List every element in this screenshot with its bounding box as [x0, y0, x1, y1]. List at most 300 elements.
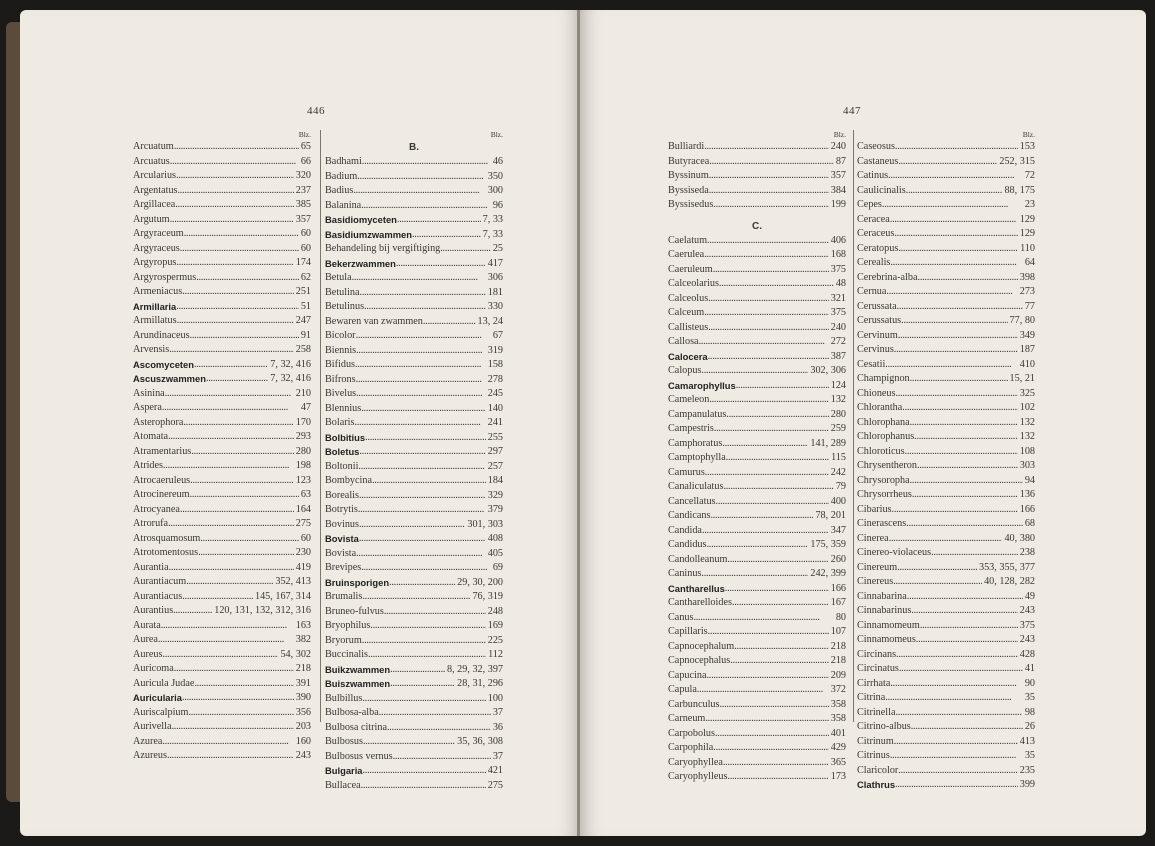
index-entry	[325, 242, 503, 257]
entry-term: Citrino-albus	[857, 721, 911, 732]
entry-term: Aurata	[133, 619, 161, 631]
dot-leader	[705, 466, 829, 481]
entry-page: 88, 175	[1004, 184, 1035, 196]
entry-term: Candida	[668, 524, 702, 536]
entry-term: Camarophyllus	[668, 379, 736, 391]
entry-page: 66	[300, 155, 311, 167]
entry-page: 78, 201	[815, 510, 846, 521]
dot-leader	[169, 343, 294, 358]
dot-leader	[882, 198, 1023, 213]
entry-term: Betula	[325, 272, 352, 283]
entry-page: 419	[295, 561, 311, 573]
entry-page: 23	[1024, 199, 1035, 210]
index-entry	[857, 706, 1035, 721]
entry-page: 60	[300, 228, 311, 239]
entry-term: Ceratopus	[857, 242, 899, 254]
dot-leader	[726, 451, 829, 466]
entry-page: 69	[492, 562, 503, 573]
dot-leader	[174, 140, 299, 155]
entry-term: Asinina	[133, 387, 165, 399]
entry-term: Cantharellus	[668, 582, 725, 594]
dot-leader	[188, 706, 293, 721]
entry-page: 37	[492, 707, 503, 718]
index-entry	[133, 445, 311, 460]
dot-leader	[361, 779, 486, 794]
index-entry	[668, 140, 846, 155]
entry-term: Bewaren van zwammen	[325, 315, 423, 327]
entry-term: Cirrhata	[857, 677, 891, 689]
entry-term: Bulbosa citrina	[325, 721, 387, 733]
entry-term: Caulicinalis	[857, 184, 906, 196]
dot-leader	[180, 242, 299, 257]
entry-term: Cinnamomeus	[857, 634, 916, 645]
right-page	[580, 10, 1146, 836]
index-entry	[325, 358, 503, 373]
dot-leader	[708, 292, 829, 307]
index-entry	[668, 198, 846, 213]
entry-term: Chioneus	[857, 387, 896, 399]
index-entry	[325, 518, 503, 533]
entry-term: Byssiseda	[668, 184, 709, 196]
dot-leader	[362, 155, 491, 170]
index-entry	[668, 263, 846, 278]
dot-leader	[173, 604, 212, 619]
entry-page: 240	[830, 141, 846, 152]
entry-page: 353, 355, 377	[978, 561, 1035, 573]
index-entry	[133, 343, 311, 358]
index-entry	[668, 698, 846, 713]
entry-term: Camurus	[668, 466, 705, 478]
entry-page: 400	[830, 495, 846, 507]
index-entry	[325, 619, 503, 634]
dot-leader	[390, 663, 445, 678]
dot-leader	[182, 691, 294, 706]
entry-term: Candidus	[668, 539, 707, 550]
dot-leader	[894, 227, 1017, 242]
dot-leader	[898, 242, 1018, 257]
entry-page: 13, 24	[477, 315, 503, 327]
entry-page: 259	[830, 423, 846, 434]
entry-page: 245	[487, 388, 503, 399]
index-entry	[668, 712, 846, 727]
index-entry	[325, 315, 503, 330]
entry-term: Caseosus	[857, 141, 895, 152]
entry-page: 47	[300, 402, 311, 413]
entry-term: Argyraceus	[133, 242, 180, 254]
dot-leader	[723, 756, 829, 771]
dot-leader	[358, 503, 486, 518]
index-entry	[325, 213, 503, 228]
index-entry	[668, 567, 846, 582]
index-entry	[325, 489, 503, 504]
index-entry	[857, 503, 1035, 518]
index-entry	[857, 546, 1035, 561]
entry-page: 273	[1019, 286, 1035, 297]
index-entry	[857, 749, 1035, 764]
dot-leader	[716, 495, 829, 510]
entry-term: Blennius	[325, 402, 362, 414]
index-entry	[133, 604, 311, 619]
entry-term: Castaneus	[857, 155, 899, 167]
index-entry	[133, 720, 311, 735]
entry-term: Clathrus	[857, 779, 896, 790]
entry-term: Caninus	[668, 568, 702, 579]
entry-page: 260	[830, 553, 846, 565]
index-entry	[857, 445, 1035, 460]
index-entry	[133, 662, 311, 677]
dot-leader	[190, 488, 299, 503]
entry-page: 247	[295, 315, 311, 326]
entry-term: Calceolus	[668, 292, 709, 304]
entry-term: Biennis	[325, 344, 357, 356]
dot-leader	[176, 300, 299, 315]
entry-page: 141, 289	[810, 437, 846, 449]
entry-page: 357	[295, 213, 311, 225]
entry-term: Bifrons	[325, 373, 356, 385]
index-entry	[857, 256, 1035, 271]
index-entry	[857, 140, 1035, 155]
index-entry	[857, 387, 1035, 402]
index-entry	[857, 604, 1035, 619]
entry-term: Bryorum	[325, 634, 362, 646]
index-entry	[133, 633, 311, 648]
entry-term: Atrocinereum	[133, 489, 190, 500]
entry-term: Ascuszwammen	[133, 373, 206, 384]
dot-leader	[170, 213, 294, 228]
entry-page: 357	[830, 170, 846, 181]
entry-page: 375	[1019, 619, 1035, 631]
dot-leader	[190, 329, 299, 344]
dot-leader	[353, 184, 485, 199]
index-entry	[668, 727, 846, 742]
entry-term: Cinerascens	[857, 518, 907, 529]
entry-term: Aspera	[133, 402, 162, 413]
entry-term: Atrocyanea	[133, 503, 180, 515]
entry-term: Cervinum	[857, 329, 898, 341]
index-entry	[668, 335, 846, 350]
entry-term: Argutum	[133, 213, 170, 225]
entry-page: 102	[1019, 402, 1035, 413]
index-entry	[325, 228, 503, 243]
entry-page: 385	[295, 199, 311, 210]
entry-page: 358	[830, 698, 846, 710]
index-entry	[133, 532, 311, 547]
entry-page: 252, 315	[999, 155, 1035, 167]
dot-leader	[191, 445, 293, 460]
entry-page: 203	[295, 721, 311, 732]
index-entry	[325, 300, 503, 315]
dot-leader	[200, 532, 298, 547]
entry-page: 421	[487, 765, 503, 776]
dot-leader	[182, 285, 293, 300]
index-entry	[668, 669, 846, 684]
entry-term: Azureus	[133, 750, 167, 761]
dot-leader	[889, 532, 1003, 547]
dot-leader	[911, 720, 1023, 735]
entry-term: Candicans	[668, 510, 711, 521]
index-entry	[668, 741, 846, 756]
entry-term: Buiszwammen	[325, 678, 391, 689]
dot-leader	[918, 271, 1018, 286]
entry-page: 41	[1024, 663, 1035, 674]
entry-page: 258	[295, 344, 311, 355]
entry-term: Argentatus	[133, 184, 178, 196]
dot-leader	[885, 358, 1017, 373]
dot-leader	[709, 393, 828, 408]
entry-term: Calceolarius	[668, 278, 719, 289]
entry-page: 243	[295, 750, 311, 761]
entry-term: Auricoma	[133, 663, 174, 674]
index-entry	[325, 503, 503, 518]
index-entry	[857, 416, 1035, 431]
entry-term: Chlorophanus	[857, 431, 915, 442]
entry-term: Aurantiacum	[133, 576, 187, 587]
dot-leader	[177, 314, 294, 329]
entry-term: Botrytis	[325, 504, 358, 515]
dot-leader	[158, 633, 294, 648]
entry-term: Cerebrina-alba	[857, 271, 918, 283]
entry-term: Bulbosus	[325, 736, 363, 747]
dot-leader	[705, 712, 828, 727]
dot-leader	[356, 387, 486, 402]
entry-page: 241	[487, 417, 503, 428]
entry-term: Betulina	[325, 286, 360, 298]
entry-term: Arcuatus	[133, 155, 170, 167]
index-entry	[857, 691, 1035, 706]
dot-leader	[734, 640, 829, 655]
entry-page: 175, 359	[810, 539, 846, 550]
index-entry	[668, 509, 846, 524]
dot-leader	[702, 524, 829, 539]
dot-leader	[165, 387, 294, 402]
entry-term: Citrina	[857, 692, 886, 703]
index-column-right-1	[668, 130, 846, 785]
entry-page: 120, 131, 132, 312, 316	[214, 605, 311, 616]
index-entry	[133, 561, 311, 576]
dot-leader	[364, 300, 486, 315]
dot-leader	[719, 277, 834, 292]
index-entry	[325, 387, 503, 402]
entry-term: Cibarius	[857, 503, 892, 515]
entry-page: 80	[835, 611, 846, 623]
entry-page: 65	[300, 141, 311, 152]
entry-page: 408	[487, 533, 503, 544]
dot-leader	[163, 459, 294, 474]
entry-term: Candolleanum	[668, 553, 728, 565]
entry-term: Atrosquamosum	[133, 532, 201, 544]
index-entry	[668, 422, 846, 437]
dot-leader	[710, 509, 813, 524]
index-entry	[668, 625, 846, 640]
dot-leader	[359, 518, 465, 533]
index-entry	[325, 764, 503, 779]
index-entry	[325, 706, 503, 721]
entry-term: Carpobolus	[668, 727, 715, 739]
index-entry	[325, 677, 503, 692]
column-divider	[320, 130, 321, 722]
dot-leader	[727, 770, 828, 785]
dot-leader	[701, 364, 808, 379]
index-entry	[857, 575, 1035, 590]
entry-term: Citrinus	[857, 750, 890, 761]
entry-page: 28, 31, 296	[457, 678, 503, 689]
entry-term: Boletus	[325, 446, 360, 457]
dot-leader	[704, 248, 829, 263]
dot-leader	[423, 315, 476, 330]
entry-page: 198	[295, 460, 311, 471]
entry-page: 35	[1024, 692, 1035, 703]
index-entry	[133, 184, 311, 199]
entry-term: Cinnabarinus	[857, 605, 912, 616]
entry-page: 230	[295, 547, 311, 558]
dot-leader	[714, 422, 829, 437]
index-entry	[668, 364, 846, 379]
dot-leader	[709, 184, 829, 199]
entry-page: 248	[487, 605, 503, 617]
entry-page: 242, 399	[810, 568, 846, 579]
index-entry	[325, 373, 503, 388]
index-entry	[133, 691, 311, 706]
entry-page: 72	[1024, 170, 1035, 181]
index-entry	[325, 286, 503, 301]
dot-leader	[906, 517, 1023, 532]
entry-term: Camphoratus	[668, 437, 723, 449]
entry-page: 240	[830, 321, 846, 333]
entry-term: Balanina	[325, 199, 362, 211]
entry-term: Callosa	[668, 336, 699, 347]
entry-page: 62	[300, 271, 311, 283]
entry-term: Bruneo-fulvus	[325, 605, 384, 617]
entry-term: Chlorantha	[857, 402, 903, 413]
entry-page: 306	[487, 272, 503, 283]
entry-term: Cinerea	[857, 532, 889, 544]
entry-page: 87	[835, 155, 846, 167]
entry-page: 64	[1024, 257, 1035, 268]
dot-leader	[706, 669, 828, 684]
dot-leader	[899, 662, 1023, 677]
entry-term: Bulbosus vernus	[325, 750, 393, 762]
entry-term: Badium	[325, 170, 358, 182]
dot-leader	[898, 155, 997, 170]
index-entry	[668, 611, 846, 626]
dot-leader	[704, 306, 829, 321]
dot-leader	[168, 517, 294, 532]
dot-leader	[708, 321, 829, 336]
index-entry	[857, 227, 1035, 242]
index-entry	[325, 155, 503, 170]
entry-page: 7, 33	[482, 214, 503, 225]
dot-leader	[359, 532, 486, 547]
dot-leader	[359, 445, 485, 460]
entry-page: 63	[300, 489, 311, 500]
dot-leader	[890, 213, 1018, 228]
entry-term: Brevipes	[325, 562, 362, 573]
index-entry	[133, 242, 311, 257]
dot-leader	[361, 561, 491, 576]
dot-leader	[697, 683, 829, 698]
entry-term: Carbunculus	[668, 698, 720, 710]
entry-page: 375	[830, 263, 846, 275]
column-header: Blz.	[833, 130, 846, 139]
entry-term: Armeniacus	[133, 286, 183, 297]
dot-leader	[362, 634, 486, 649]
index-entry	[133, 198, 311, 213]
index-entry	[325, 576, 503, 591]
dot-leader	[905, 445, 1018, 460]
entry-term: Calceum	[668, 307, 705, 318]
index-entry	[133, 314, 311, 329]
entry-page: 7, 32, 416	[270, 373, 311, 384]
dot-leader	[365, 431, 486, 446]
dot-leader	[356, 329, 491, 344]
dot-leader	[352, 271, 486, 286]
index-entry	[325, 402, 503, 417]
entry-page: 145, 167, 314	[254, 590, 311, 602]
dot-leader	[920, 619, 1018, 634]
entry-page: 297	[487, 446, 503, 457]
entry-term: Chrysoropha	[857, 474, 910, 486]
entry-term: Auriscalpium	[133, 706, 189, 718]
column-header: Blz.	[298, 130, 311, 139]
dot-leader	[896, 648, 1018, 663]
entry-page: 372	[830, 684, 846, 695]
entry-term: Calocera	[668, 350, 708, 362]
entry-term: Bifidus	[325, 359, 356, 370]
index-entry	[325, 663, 503, 678]
dot-leader	[363, 764, 486, 779]
entry-term: Callisteus	[668, 321, 709, 333]
dot-leader	[162, 735, 293, 750]
entry-page: 379	[487, 504, 503, 515]
entry-page: 365	[830, 756, 846, 768]
entry-page: 166	[830, 582, 846, 594]
entry-term: Cerussata	[857, 300, 897, 312]
index-entry	[857, 517, 1035, 532]
dot-leader	[176, 169, 294, 184]
index-entry	[133, 169, 311, 184]
dot-leader	[896, 387, 1018, 402]
dot-leader	[412, 228, 481, 243]
index-entry	[325, 561, 503, 576]
entry-page: 60	[300, 242, 311, 254]
dot-leader	[186, 575, 273, 590]
dot-leader	[708, 350, 829, 365]
entry-page: 235	[1019, 764, 1035, 776]
dot-leader	[713, 198, 828, 213]
entry-term: Badius	[325, 185, 354, 196]
entry-term: Buccinalis	[325, 649, 369, 660]
dot-leader	[890, 749, 1023, 764]
entry-page: 209	[830, 669, 846, 681]
entry-page: 199	[830, 199, 846, 210]
index-entry	[133, 256, 311, 271]
entry-page: 91	[300, 329, 311, 341]
index-entry	[325, 329, 503, 344]
index-entry	[133, 329, 311, 344]
entry-term: Cinereus	[857, 576, 894, 587]
index-entry	[133, 488, 311, 503]
entry-term: Brumalis	[325, 591, 363, 602]
entry-term: Capucina	[668, 669, 707, 681]
index-entry	[668, 683, 846, 698]
dot-leader	[709, 155, 834, 170]
index-entry	[857, 329, 1035, 344]
index-entry	[133, 619, 311, 634]
entry-page: 29, 30, 200	[457, 576, 503, 588]
entry-page: 237	[295, 184, 311, 196]
column-divider	[853, 130, 854, 722]
entry-term: Caeruleum	[668, 263, 713, 275]
